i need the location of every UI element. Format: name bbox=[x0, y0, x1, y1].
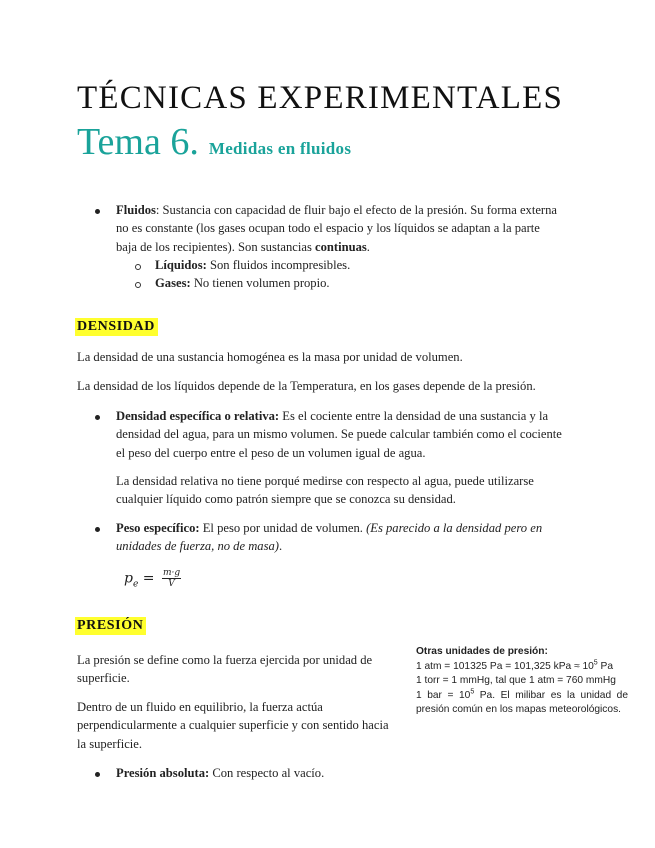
bullet-icon bbox=[95, 209, 100, 214]
presion-absoluta-item bbox=[116, 764, 324, 782]
gases-term: Gases: bbox=[155, 276, 191, 290]
line3-text: 1 bar = 10 bbox=[416, 689, 471, 701]
sub-bullet-icon bbox=[135, 282, 141, 288]
densidad-relativa-term: Densidad específica o relativa: bbox=[116, 409, 280, 423]
peso-italic3: . bbox=[279, 539, 283, 554]
relativa-line2: densidad del agua, para un mismo volumen. Se puede calcular también como el cociente bbox=[116, 427, 562, 442]
formula-eq: = bbox=[138, 570, 159, 587]
presion-p1-line2: superficie. bbox=[77, 671, 130, 686]
peso-especifico-term: Peso específico: bbox=[116, 521, 200, 535]
relativa-note1: La densidad relativa no tiene porqué medirse con respecto al agua, puede utilizarse bbox=[116, 474, 534, 488]
liquidos-text: Son fluidos incompresibles. bbox=[206, 258, 351, 272]
relativa-note2: cualquier líquido como patrón siempre que se conozca su densidad. bbox=[116, 492, 456, 507]
densidad-p2: La densidad de los líquidos depende de la Temperatura, en los gases depende de la presión. bbox=[77, 379, 536, 393]
densidad-relativa-note bbox=[116, 472, 534, 509]
densidad-relativa-paragraph bbox=[116, 407, 562, 462]
bullet-icon bbox=[95, 772, 100, 777]
fluidos-term: Fluidos bbox=[116, 203, 156, 217]
formula-numerator: m·g bbox=[162, 568, 181, 578]
tema-heading bbox=[77, 120, 351, 164]
densidad-heading: DENSIDAD bbox=[75, 318, 158, 336]
fluidos-line2: no es constante (los gases ocupan todo el espacio y los líquidos se adaptan a la parte bbox=[116, 221, 540, 236]
presion-p1 bbox=[77, 651, 372, 688]
liquidos-term: Líquidos: bbox=[155, 258, 207, 272]
relativa-line3: el peso del cuerpo entre el peso de un volumen igual de agua. bbox=[116, 445, 426, 460]
presion-heading: PRESIÓN bbox=[75, 617, 146, 635]
peso-italic2: unidades de fuerza, no de masa) bbox=[116, 539, 279, 554]
bullet-icon bbox=[95, 415, 100, 420]
formula-fraction bbox=[162, 568, 181, 589]
presion-p2-line2: perpendicularmente a cualquier superficie y con sentido hacia bbox=[77, 718, 389, 733]
tema-subtitle: Medidas en fluidos bbox=[208, 139, 352, 158]
fluidos-paragraph bbox=[116, 201, 586, 256]
pressure-units-title: Otras unidades de presión: bbox=[416, 646, 548, 657]
pressure-units-line3 bbox=[416, 689, 628, 718]
peso-especifico-formula bbox=[124, 568, 181, 589]
presion-absoluta-text: Con respecto al vacío. bbox=[209, 766, 325, 780]
line3-exponent: 5 bbox=[470, 688, 475, 696]
pressure-units-line1 bbox=[416, 660, 628, 675]
bullet-icon bbox=[95, 527, 100, 532]
gases-text: No tienen volumen propio. bbox=[190, 276, 330, 290]
line1-text: 1 atm = 101325 Pa = 101,325 kPa ≈ 10 bbox=[416, 660, 594, 672]
fluidos-line3a: baja de los recipientes). Son sustancias bbox=[116, 239, 315, 254]
formula-sub: e bbox=[132, 579, 139, 590]
gases-item bbox=[155, 274, 330, 292]
presion-p1-line1: La presión se define como la fuerza ejercida por unidad de bbox=[77, 653, 373, 667]
liquidos-item bbox=[155, 256, 350, 274]
pressure-units-box bbox=[416, 645, 628, 718]
presion-p2-line1: Dentro de un fluido en equilibrio, la fuerza actúa bbox=[77, 700, 323, 714]
document-title: TÉCNICAS EXPERIMENTALES bbox=[77, 80, 564, 116]
line1-unit: Pa bbox=[597, 660, 613, 672]
densidad-p1: La densidad de una sustancia homogénea es la masa por unidad de volumen. bbox=[77, 350, 463, 364]
presion-p2-line3: la superficie. bbox=[77, 736, 143, 751]
fluidos-line3c: . bbox=[366, 239, 370, 254]
presion-p2 bbox=[77, 698, 389, 753]
sub-bullet-icon bbox=[135, 264, 141, 270]
formula-denominator: V bbox=[168, 579, 175, 589]
fluidos-line1: : Sustancia con capacidad de fluir bajo el efecto de la presión. Su forma externa bbox=[155, 203, 557, 217]
peso-text: El peso por unidad de volumen. bbox=[199, 521, 367, 535]
peso-italic1: (Es parecido a la densidad pero en bbox=[366, 521, 543, 535]
formula-lhs: p bbox=[124, 570, 133, 587]
fluidos-continuas: continuas bbox=[315, 239, 367, 254]
line3-rest: Pa. El milibar es la unidad de presión común en los mapas meteorológicos. bbox=[416, 689, 628, 716]
peso-especifico-paragraph bbox=[116, 519, 542, 556]
relativa-line1: Es el cociente entre la densidad de una sustancia y la bbox=[279, 409, 549, 423]
pressure-units-line2: 1 torr = 1 mmHg, tal que 1 atm = 760 mmHg bbox=[416, 675, 616, 687]
presion-absoluta-term: Presión absoluta: bbox=[116, 766, 210, 780]
tema-number: Tema 6. bbox=[77, 121, 199, 163]
line1-exponent: 5 bbox=[593, 659, 598, 667]
